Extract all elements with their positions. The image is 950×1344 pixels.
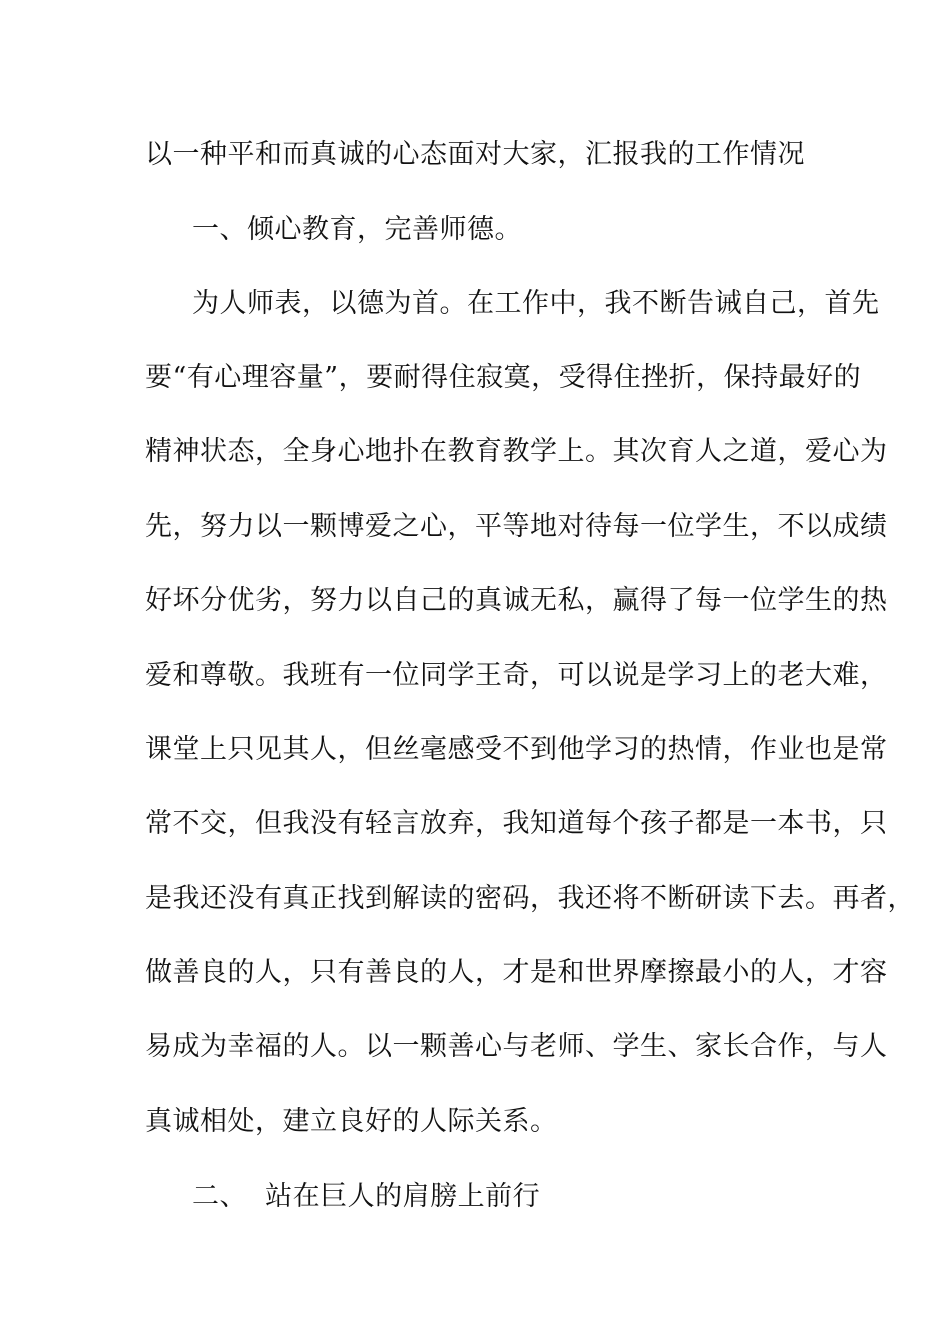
paragraph-line: 先，努力以一颗博爱之心，平等地对待每一位学生，不以成绩 [145, 511, 888, 542]
section-heading: 二、 站在巨人的肩膀上前行 [192, 1181, 541, 1212]
section-heading: 一、倾心教育，完善师德。 [192, 214, 522, 245]
paragraph-line: 做善良的人，只有善良的人，才是和世界摩擦最小的人，才容 [145, 957, 888, 988]
paragraph-line: 课堂上只见其人，但丝毫感受不到他学习的热情，作业也是常 [145, 734, 888, 765]
paragraph-line: 精神状态，全身心地扑在教育教学上。其次育人之道，爱心为 [145, 436, 888, 467]
paragraph-line: 真诚相处，建立良好的人际关系。 [145, 1106, 558, 1137]
paragraph-line: 是我还没有真正找到解读的密码，我还将不断研读下去。再者， [145, 883, 915, 914]
paragraph-line: 好坏分优劣，努力以自己的真诚无私，赢得了每一位学生的热 [145, 585, 888, 616]
paragraph-line: 爱和尊敬。我班有一位同学王奇，可以说是学习上的老大难， [145, 660, 888, 691]
paragraph-line: 以一种平和而真诚的心态面对大家，汇报我的工作情况 [145, 139, 805, 170]
paragraph-line: 易成为幸福的人。以一颗善心与老师、学生、家长合作，与人 [145, 1031, 888, 1062]
paragraph-line: 要“有心理容量”，要耐得住寂寞，受得住挫折，保持最好的 [145, 362, 862, 393]
paragraph-line: 常不交，但我没有轻言放弃，我知道每个孩子都是一本书，只 [145, 808, 888, 839]
paragraph-line: 为人师表，以德为首。在工作中，我不断告诫自己，首先 [192, 288, 880, 319]
